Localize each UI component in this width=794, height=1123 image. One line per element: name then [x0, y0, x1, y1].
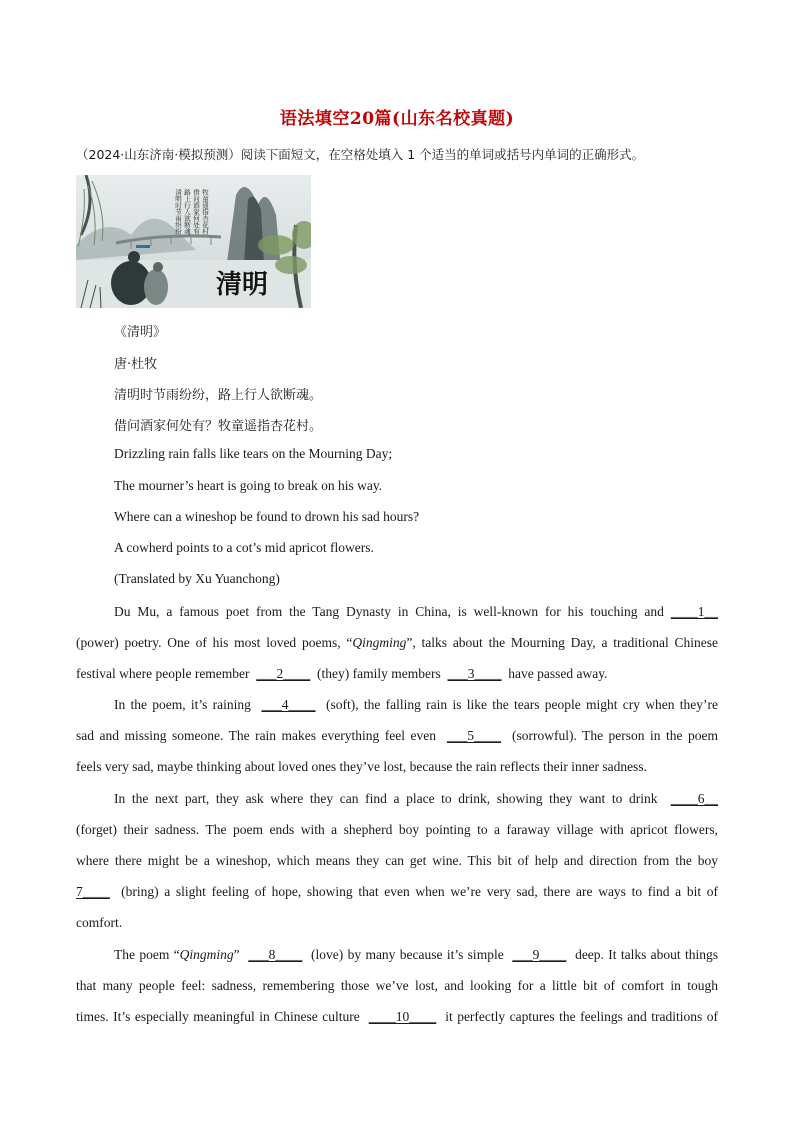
text-span: (bring) a slight feeling of hope, showing that even when we’re very sad, there are ways to find a bit of — [121, 884, 719, 899]
instruction-text: （2024·山东济南·模拟预测）阅读下面短文，在空格处填入 1 个适当的单词或括号内单词的正确形式。 — [76, 147, 645, 162]
text-span: (power) poetry. One of his most loved poems, “ — [76, 635, 353, 650]
text-span: Du Mu, a famous poet from the Tang Dynasty in China, is well-known for his touching and — [114, 604, 664, 619]
text-span: (soft), the falling rain is like the tears people might cry when they’re — [326, 697, 719, 712]
poem-en-line-2: The mourner’s heart is going to break on his way. — [114, 478, 383, 493]
paragraph-row — [76, 970, 718, 1001]
blank-6[interactable]: ____6__ — [670, 791, 718, 806]
poem-en-line-3: Where can a wineshop be found to drown his sad hours? — [114, 509, 420, 524]
poem-author: 唐·杜牧 — [114, 357, 158, 372]
text-span: times. It’s especially meaningful in Chinese culture — [76, 1009, 360, 1024]
poem-name: Qingming — [179, 947, 234, 962]
poem-en-line-1: Drizzling rain falls like tears on the Mourning Day; — [114, 446, 393, 461]
poem-name: Qingming — [352, 635, 407, 650]
text-span: (forget) their sadness. The poem ends with a shepherd boy pointing to a faraway village with apricot flowers, — [76, 822, 718, 837]
text-span: have passed away. — [508, 666, 608, 681]
paragraph-row — [76, 1001, 718, 1032]
text-span: sad and missing someone. The rain makes everything feel even — [76, 728, 436, 743]
svg-text:牧童遥指杏花村: 牧童遥指杏花村 — [201, 189, 209, 235]
qingming-illustration — [76, 175, 311, 308]
text-span: comfort. — [76, 915, 123, 930]
text-span: that many people feel: sadness, remembering those we’ve lost, and looking for a little bit of comfort in tough — [76, 978, 718, 993]
blank-9[interactable]: ___9____ — [512, 947, 567, 962]
paragraph-row — [76, 689, 718, 720]
paragraph-row — [76, 751, 718, 782]
paragraph-row — [76, 907, 718, 938]
svg-text:清明时节雨纷纷: 清明时节雨纷纷 — [174, 189, 182, 235]
text-span: festival where people remember — [76, 666, 250, 681]
poem-cn-line-2: 借问酒家何处有？牧童遥指杏花村。 — [114, 419, 323, 434]
blank-1[interactable]: ____1__ — [670, 604, 719, 619]
blank-2[interactable]: ___2____ — [256, 666, 311, 681]
paragraph-2 — [76, 689, 718, 782]
poem-en-line-4: A cowherd points to a cot’s mid apricot flowers. — [114, 540, 374, 555]
svg-text:路上行人欲断魂: 路上行人欲断魂 — [183, 189, 191, 235]
text-span: it perfectly captures the feelings and traditions of — [445, 1009, 719, 1024]
text-span: (sorrowful). The person in the poem — [511, 728, 719, 743]
svg-text:借问酒家何处有: 借问酒家何处有 — [192, 189, 200, 235]
paragraph-row — [76, 627, 718, 658]
text-span: In the next part, they ask where they can find a place to drink, showing they want to drink — [114, 791, 658, 806]
text-span: (they) family members — [317, 666, 441, 681]
text-span: In the poem, it’s raining — [114, 697, 251, 712]
paragraph-row — [76, 876, 718, 907]
poem-cn-line-1: 清明时节雨纷纷，路上行人欲断魂。 — [114, 388, 323, 403]
svg-text:清明: 清明 — [216, 270, 269, 300]
paragraph-row — [76, 596, 718, 627]
text-span: ”, talks about the Mourning Day, a traditional Chinese — [406, 635, 718, 650]
blank-10[interactable]: ____10____ — [368, 1009, 437, 1024]
text-span: ” — [233, 947, 240, 962]
paragraph-1 — [76, 596, 718, 689]
paragraph-row — [76, 939, 718, 970]
paragraph-4 — [76, 939, 718, 1032]
blank-5[interactable]: ___5____ — [446, 728, 501, 743]
paragraph-row — [76, 845, 718, 876]
paragraph-3 — [76, 783, 718, 938]
text-span: deep. It talks about things — [575, 947, 719, 962]
paragraph-row — [76, 783, 718, 814]
paragraph-row — [76, 814, 718, 845]
text-span: where there might be a wineshop, which means they can get wine. This bit of help and direction from the boy — [76, 853, 718, 868]
blank-7[interactable]: 7____ — [76, 884, 110, 899]
page-title: 语法填空20篇(山东名校真题) — [279, 109, 515, 129]
paragraph-row — [76, 720, 718, 751]
blank-3[interactable]: ___3____ — [447, 666, 502, 681]
text-span: The poem “ — [114, 947, 180, 962]
blank-4[interactable]: ___4____ — [261, 697, 316, 712]
text-span: (love) by many because it’s simple — [311, 947, 504, 962]
text-span: feels very sad, maybe thinking about loved ones they’ve lost, because the rain reflects their inner sadness. — [76, 759, 647, 774]
translator-credit: (Translated by Xu Yuanchong) — [114, 571, 280, 586]
paragraph-row — [76, 658, 718, 689]
poem-title: 《清明》 — [114, 325, 167, 340]
blank-8[interactable]: ___8____ — [248, 947, 303, 962]
